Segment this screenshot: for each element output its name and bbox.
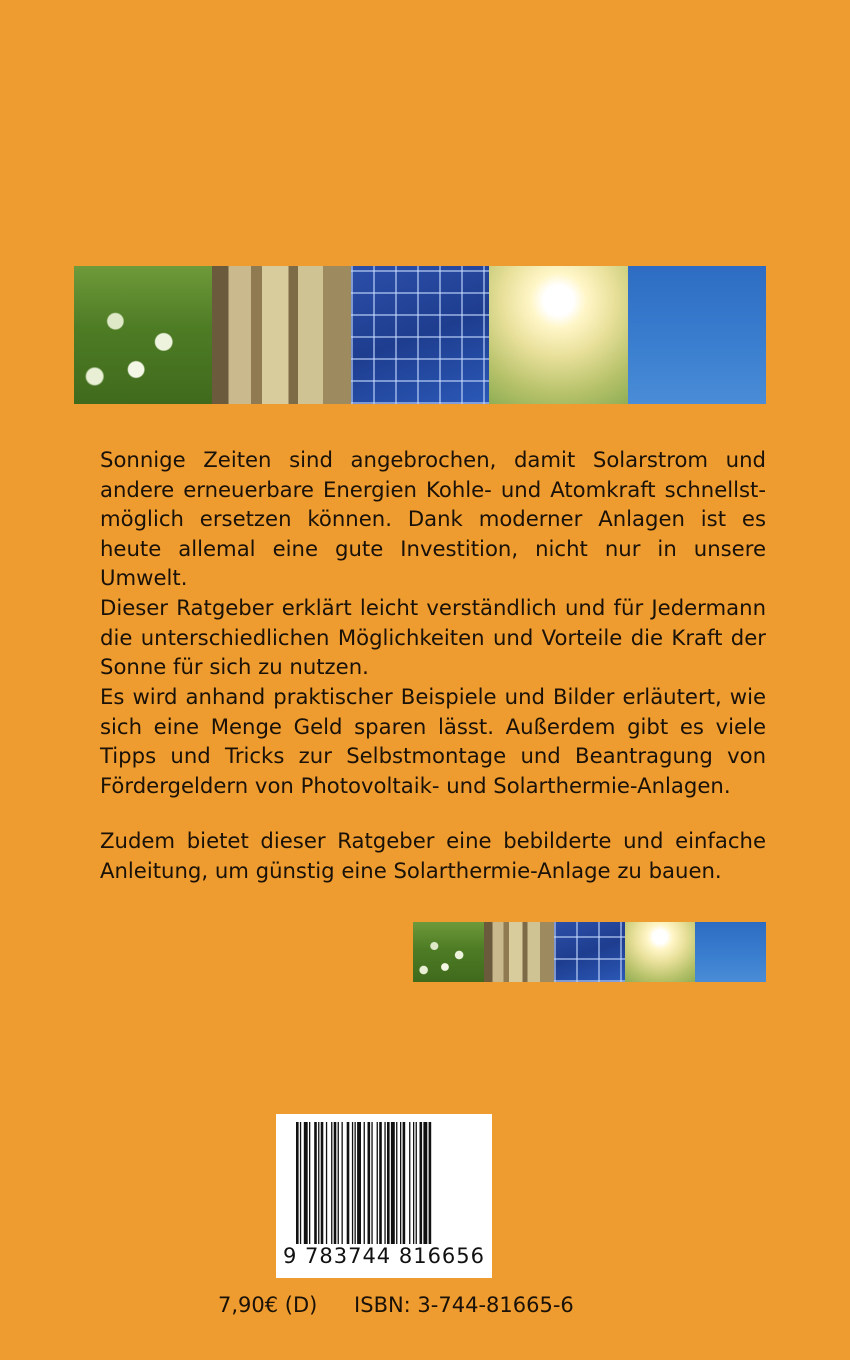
barcode-bar: [400, 1122, 401, 1244]
barcode-bars: [296, 1122, 472, 1244]
barcode-bar: [387, 1122, 390, 1244]
barcode-bar: [304, 1122, 308, 1244]
solar-panel-image: [351, 266, 489, 404]
blurb-paragraph-3: Es wird anhand praktischer Beispiele und Bilder erläutert, wie sich eine Menge Geld sparen lässt. Außerdem gibt es viele Tipps und Tricks zur Selbstmontage und Beantragung von Fördergeldern von Photovoltaik- und Solarthermie-Anlagen.: [100, 684, 766, 798]
blurb-paragraph-1: Sonnige Zeiten sind angebrochen, damit Solarstrom und andere erneuerbare Energien Kohle- und Atomkraft schnellst-möglich ersetzen können. Dank moderner Anlagen ist es heute allemal eine gute Investition, nicht nur in unsere Umwelt.: [100, 447, 766, 590]
top-image-strip: [74, 266, 766, 404]
forest-image-small: [484, 922, 555, 982]
sunlight-image-small: [625, 922, 696, 982]
barcode-bar: [331, 1122, 332, 1244]
barcode-bar: [379, 1122, 382, 1244]
flowers-image: [74, 266, 212, 404]
barcode-bar: [326, 1122, 327, 1244]
barcode-bar: [420, 1122, 423, 1244]
barcode-digits: 9 783744 816656: [282, 1244, 486, 1268]
barcode-bar: [377, 1122, 378, 1244]
solar-panel-image-small: [554, 922, 625, 982]
price: 7,90€ (D): [218, 1293, 318, 1317]
flowers-image-small: [413, 922, 484, 982]
barcode-bar: [321, 1122, 324, 1244]
forest-image: [212, 266, 350, 404]
barcode-bar: [413, 1122, 414, 1244]
barcode-bar: [409, 1122, 410, 1244]
blue-sky-image: [628, 266, 766, 404]
isbn: ISBN: 3-744-81665-6: [354, 1293, 574, 1317]
barcode-bar: [368, 1122, 371, 1244]
barcode-bar: [296, 1122, 299, 1244]
price-isbn-line: [218, 1293, 604, 1317]
barcode-bar: [429, 1122, 432, 1244]
sunlight-image: [489, 266, 627, 404]
blurb-paragraph-2: Dieser Ratgeber erklärt leicht verständlich und für Jedermann die unterschiedlichen Möglichkeiten und Vorteile die Kraft der Sonne für sich zu nutzen.: [100, 595, 766, 679]
blue-sky-image-small: [695, 922, 766, 982]
barcode-bar: [391, 1122, 395, 1244]
barcode-bar: [396, 1122, 397, 1244]
barcode: [276, 1114, 492, 1278]
barcode-bar: [342, 1122, 343, 1244]
barcode-bar: [352, 1122, 353, 1244]
blurb-paragraph-4: Zudem bietet dieser Ratgeber eine bebilderte und einfache Anleitung, um günstig eine Solarthermie-Anlage zu bauen.: [100, 828, 766, 883]
barcode-bar: [347, 1122, 350, 1244]
barcode-bar: [371, 1122, 372, 1244]
barcode-bar: [338, 1122, 339, 1244]
barcode-bar: [384, 1122, 385, 1244]
barcode-bar: [357, 1122, 361, 1244]
barcode-bar: [423, 1122, 427, 1244]
barcode-bar: [314, 1122, 317, 1244]
bottom-image-strip: [413, 922, 766, 982]
barcode-bar: [309, 1122, 310, 1244]
barcode-bar: [416, 1122, 417, 1244]
barcode-bar: [364, 1122, 365, 1244]
barcode-bar: [300, 1122, 301, 1244]
barcode-bar: [334, 1122, 337, 1244]
barcode-bar: [318, 1122, 319, 1244]
barcode-bar: [355, 1122, 356, 1244]
barcode-bar: [403, 1122, 406, 1244]
